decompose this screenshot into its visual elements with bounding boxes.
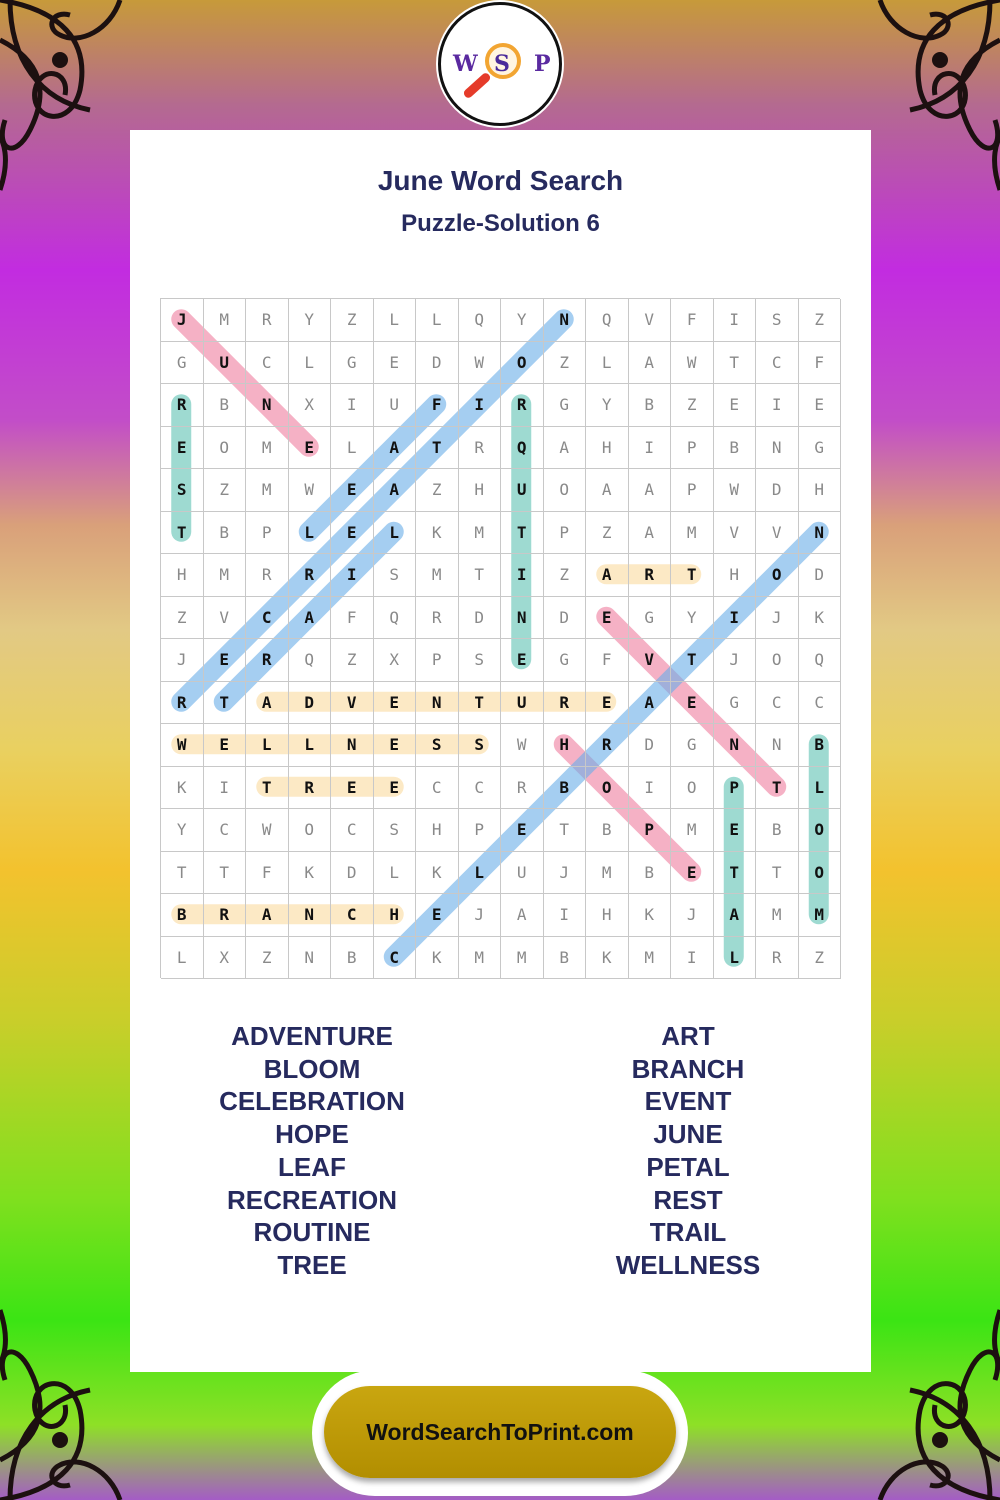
grid-cell: K [289,852,332,895]
grid-cell: R [289,767,332,810]
grid-cell: G [671,724,714,767]
grid-cell: L [374,299,417,342]
grid-cell: T [671,639,714,682]
page-title: June Word Search [377,165,624,196]
grid-cell: M [671,809,714,852]
grid-cell: Z [331,639,374,682]
grid-cell: L [459,852,502,895]
grid-cell: G [544,384,587,427]
grid-cell: I [544,894,587,937]
grid-cell: W [501,724,544,767]
grid-cell: E [586,597,629,640]
grid-cell: L [289,342,332,385]
grid-cell: K [629,894,672,937]
grid-cell: T [459,682,502,725]
grid-cell: N [544,299,587,342]
grid-cell: T [161,512,204,555]
grid-cell: E [331,469,374,512]
grid-cell: I [331,554,374,597]
grid-cell: H [374,894,417,937]
grid-cell: J [161,639,204,682]
grid-cell: E [501,639,544,682]
grid-cell: P [714,767,757,810]
grid-cell: D [799,554,842,597]
logo-letter-p: P [534,51,551,77]
grid-cell: T [714,852,757,895]
grid-cell: R [459,427,502,470]
grid-cell: L [161,937,204,980]
grid-cell: L [416,299,459,342]
grid-cell: N [756,724,799,767]
grid-cell: C [756,682,799,725]
grid-cell: Y [671,597,714,640]
grid-cell: E [374,342,417,385]
grid-cell: N [416,682,459,725]
grid-cell: X [204,937,247,980]
grid-cell: B [714,427,757,470]
grid-cell: O [756,639,799,682]
grid-cell: K [161,767,204,810]
grid-cell: W [714,469,757,512]
grid-cell: N [246,384,289,427]
puzzle-sheet [130,130,871,1372]
grid-cell: R [161,384,204,427]
word-list-item: HOPE [275,1119,349,1150]
grid-cell: P [459,809,502,852]
grid-cell: R [544,682,587,725]
grid-cell: W [671,342,714,385]
grid-cell: F [671,299,714,342]
grid-cell: D [459,597,502,640]
grid-cell: I [331,384,374,427]
grid-cell: T [161,852,204,895]
grid-cell: R [246,639,289,682]
word-list-item: ART [661,1021,715,1051]
grid-cell: E [671,682,714,725]
grid-cell: H [416,809,459,852]
grid-cell: E [671,852,714,895]
grid-cell: A [289,597,332,640]
grid-cell: M [671,512,714,555]
grid-cell: C [331,894,374,937]
grid-cell: O [204,427,247,470]
grid-cell: Y [289,299,332,342]
grid-cell: J [714,639,757,682]
grid-cell: C [331,809,374,852]
grid-cell: O [756,554,799,597]
grid-cell: K [586,937,629,980]
grid-cell: N [714,724,757,767]
grid-cell: F [331,597,374,640]
grid-cell: M [204,554,247,597]
grid-cell: M [204,299,247,342]
grid-cell: E [714,809,757,852]
grid-cell: R [246,299,289,342]
grid-cell: I [714,299,757,342]
grid-cell: N [799,512,842,555]
grid-cell: T [416,427,459,470]
word-list-item: PETAL [646,1151,730,1182]
grid-cell: N [289,894,332,937]
grid-cell: J [544,852,587,895]
grid-cell: P [629,809,672,852]
grid-cell: C [246,597,289,640]
grid-cell: C [374,937,417,980]
wsp-logo [438,2,562,126]
grid-cell: F [586,639,629,682]
word-list-item: REST [653,1184,723,1215]
grid-cell: G [544,639,587,682]
grid-cell: B [586,809,629,852]
grid-cell: Z [416,469,459,512]
grid-cell: R [204,894,247,937]
grid-cell: J [161,299,204,342]
grid-cell: D [416,342,459,385]
grid-cell: B [204,512,247,555]
grid-cell: B [629,852,672,895]
grid-cell: K [416,512,459,555]
grid-cell: A [629,342,672,385]
grid-cell: E [331,512,374,555]
grid-cell: S [416,724,459,767]
grid-cell: L [799,767,842,810]
grid-cell: Y [586,384,629,427]
grid-cell: S [459,724,502,767]
grid-cell: T [544,809,587,852]
grid-cell: Z [246,937,289,980]
grid-cell: B [756,809,799,852]
grid-cell: C [799,682,842,725]
grid-cell: O [544,469,587,512]
grid-cell: G [799,427,842,470]
grid-cell: N [501,597,544,640]
grid-cell: R [161,682,204,725]
grid-cell: F [246,852,289,895]
grid-cell: H [161,554,204,597]
grid-cell: J [459,894,502,937]
letter-grid [160,298,840,978]
grid-cell: A [246,894,289,937]
grid-cell: M [246,469,289,512]
grid-cell: M [799,894,842,937]
grid-cell: T [501,512,544,555]
grid-cell: V [629,639,672,682]
grid-cell: W [459,342,502,385]
grid-cell: I [629,767,672,810]
grid-cell: T [246,767,289,810]
grid-cell: V [714,512,757,555]
grid-cell: M [246,427,289,470]
grid-cell: I [756,384,799,427]
grid-cell: V [629,299,672,342]
grid-cell: K [799,597,842,640]
grid-cell: O [501,342,544,385]
footer-badge [312,1370,688,1496]
grid-cell: H [586,894,629,937]
grid-cell: P [416,639,459,682]
grid-cell: G [629,597,672,640]
grid-cell: K [416,852,459,895]
grid-cell: G [714,682,757,725]
grid-cell: A [714,894,757,937]
grid-cell: Z [544,342,587,385]
grid-cell: M [586,852,629,895]
grid-cell: I [204,767,247,810]
grid-cell: E [204,724,247,767]
grid-cell: Q [501,427,544,470]
grid-cell: L [374,852,417,895]
grid-cell: W [246,809,289,852]
grid-cell: D [289,682,332,725]
grid-cell: I [459,384,502,427]
word-list-item: EVENT [644,1086,732,1117]
word-list-item: RECREATION [227,1184,397,1215]
grid-cell: Z [544,554,587,597]
grid-cell: R [756,937,799,980]
grid-cell: Z [331,299,374,342]
grid-cell: R [501,384,544,427]
grid-cell: T [756,767,799,810]
grid-cell: S [161,469,204,512]
grid-cell: V [331,682,374,725]
grid-cell: H [714,554,757,597]
grid-cell: U [204,342,247,385]
grid-cell: Z [161,597,204,640]
grid-cell: Z [586,512,629,555]
grid-cell: Q [586,299,629,342]
grid-cell: M [459,512,502,555]
grid-cell: H [544,724,587,767]
grid-cell: B [161,894,204,937]
grid-cell: A [586,469,629,512]
grid-cell: E [204,639,247,682]
grid-cell: Z [799,299,842,342]
grid-cell: M [629,937,672,980]
grid-cell: R [246,554,289,597]
word-list-item: ROUTINE [253,1217,371,1248]
grid-cell: E [374,724,417,767]
grid-cell: C [756,342,799,385]
word-list-left [162,1020,462,1282]
word-list-item: TREE [277,1249,347,1280]
grid-cell: A [246,682,289,725]
word-list-item: BLOOM [263,1053,361,1084]
grid-cell: T [459,554,502,597]
grid-cell: Y [501,299,544,342]
grid-cell: R [416,597,459,640]
page-subtitle: Puzzle-Solution 6 [401,210,600,237]
grid-cell: P [246,512,289,555]
grid-cell: E [714,384,757,427]
grid-cell: A [629,512,672,555]
grid-cell: Z [799,937,842,980]
logo-letter-s: S [494,51,510,77]
grid-cell: X [289,384,332,427]
grid-cell: C [204,809,247,852]
word-list-right [538,1020,838,1282]
grid-cell: B [629,384,672,427]
word-list-item: BRANCH [631,1053,745,1084]
grid-cell: O [586,767,629,810]
grid-cell: B [331,937,374,980]
grid-cell: R [586,724,629,767]
grid-cell: M [459,937,502,980]
grid-cell: L [289,512,332,555]
grid-cell: M [416,554,459,597]
grid-cell: Q [289,639,332,682]
grid-cell: W [289,469,332,512]
word-list-item: CELEBRATION [219,1086,405,1117]
grid-cell: R [629,554,672,597]
grid-cell: Z [671,384,714,427]
grid-cell: L [331,427,374,470]
grid-cell: E [799,384,842,427]
grid-cell: V [204,597,247,640]
grid-cell: A [374,427,417,470]
grid-cell: U [501,469,544,512]
grid-cell: V [756,512,799,555]
grid-cell: B [544,937,587,980]
grid-cell: Y [161,809,204,852]
grid-cell: E [161,427,204,470]
word-list-item: ADVENTURE [231,1021,393,1051]
grid-cell: Q [799,639,842,682]
grid-cell: A [586,554,629,597]
grid-cell: W [161,724,204,767]
grid-cell: J [756,597,799,640]
grid-cell: Z [204,469,247,512]
grid-cell: C [416,767,459,810]
grid-cell: I [629,427,672,470]
grid-cell: N [756,427,799,470]
grid-cell: H [459,469,502,512]
grid-cell: L [586,342,629,385]
logo-letter-w: W [453,51,478,77]
grid-cell: A [501,894,544,937]
grid-cell: F [799,342,842,385]
grid-cell: J [671,894,714,937]
grid-cell: S [459,639,502,682]
grid-cell: E [331,767,374,810]
grid-cell: U [374,384,417,427]
grid-cell: P [544,512,587,555]
grid-cell: T [714,342,757,385]
grid-cell: E [374,682,417,725]
word-list-item: WELLNESS [615,1249,761,1280]
grid-cell: F [416,384,459,427]
grid-cell: M [501,937,544,980]
grid-cell: K [416,937,459,980]
grid-cell: T [671,554,714,597]
grid-cell: I [501,554,544,597]
grid-cell: L [289,724,332,767]
grid-cell: D [629,724,672,767]
grid-cell: I [714,597,757,640]
grid-cell: S [374,554,417,597]
grid-cell: T [204,682,247,725]
word-list-item: LEAF [278,1151,346,1182]
grid-cell: O [671,767,714,810]
grid-cell: L [714,937,757,980]
word-list [130,1020,871,1290]
grid-cell: N [289,937,332,980]
grid-cell: I [671,937,714,980]
grid-cell: O [799,809,842,852]
grid-cell: Q [374,597,417,640]
grid-cell: T [756,852,799,895]
word-list-item: TRAIL [649,1217,727,1248]
grid-cell: B [204,384,247,427]
grid-cell: M [756,894,799,937]
grid-cell: R [501,767,544,810]
grid-cell: H [586,427,629,470]
grid-cell: T [204,852,247,895]
grid-cell: A [629,469,672,512]
word-search-grid [160,298,840,978]
grid-cell: A [374,469,417,512]
grid-cell: D [756,469,799,512]
grid-cell: U [501,852,544,895]
grid-cell: H [799,469,842,512]
grid-cell: Q [459,299,502,342]
grid-cell: C [246,342,289,385]
grid-cell: E [374,767,417,810]
word-list-item: JUNE [653,1119,723,1150]
grid-cell: X [374,639,417,682]
grid-cell: E [501,809,544,852]
grid-cell: E [586,682,629,725]
grid-cell: A [629,682,672,725]
grid-cell: L [374,512,417,555]
grid-cell: G [331,342,374,385]
grid-cell: O [799,852,842,895]
grid-cell: U [501,682,544,725]
grid-cell: P [671,469,714,512]
grid-cell: E [289,427,332,470]
grid-cell: D [544,597,587,640]
grid-cell: A [544,427,587,470]
grid-cell: N [331,724,374,767]
grid-cell: R [289,554,332,597]
site-link[interactable]: WordSearchToPrint.com [324,1386,676,1478]
grid-cell: B [544,767,587,810]
grid-cell: P [671,427,714,470]
grid-cell: O [289,809,332,852]
grid-cell: L [246,724,289,767]
grid-cell: E [416,894,459,937]
grid-cell: G [161,342,204,385]
grid-cell: S [756,299,799,342]
grid-cell: D [331,852,374,895]
grid-cell: S [374,809,417,852]
grid-cell: B [799,724,842,767]
grid-cell: C [459,767,502,810]
